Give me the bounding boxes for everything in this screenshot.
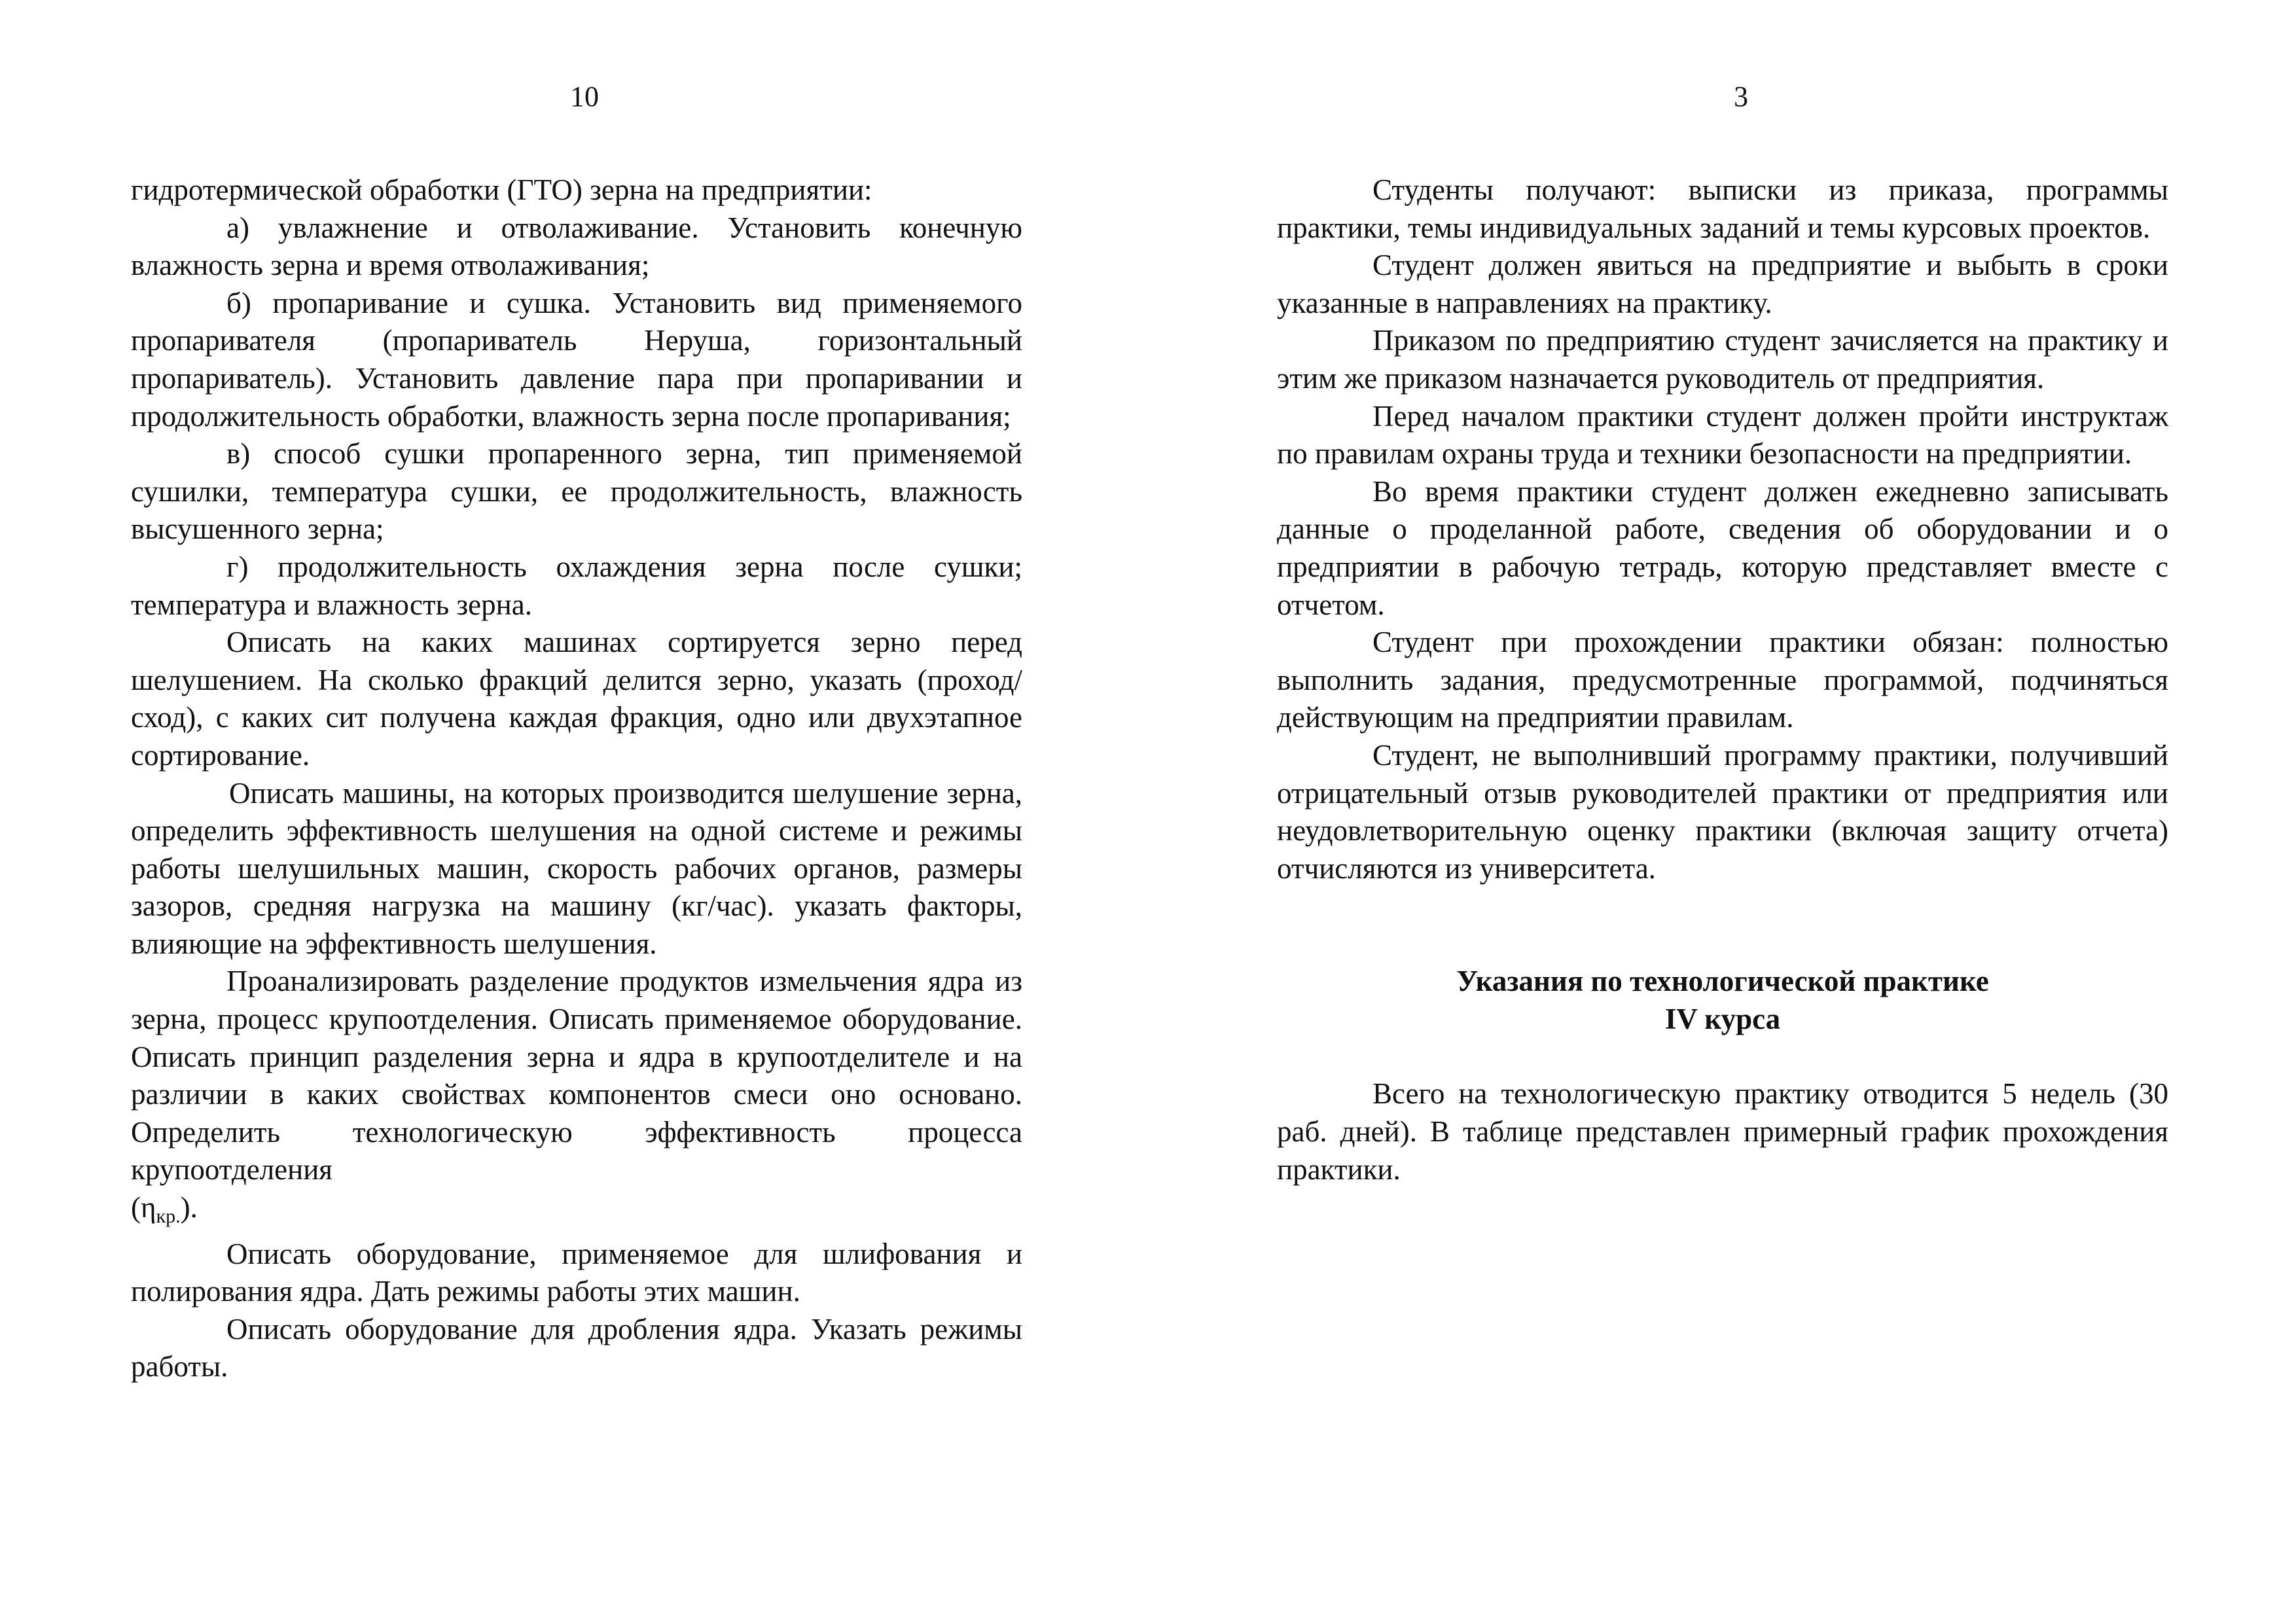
formula-open: (η [131, 1191, 156, 1224]
paragraph: Студент, не выполнивший программу практики, получивший отрицательный отзыв руководителей практики от предприятия или неудовлетворительную оценку практики (включая защиту отчета) отчисляются из университета. [1277, 738, 2168, 885]
paragraph: Перед началом практики студент должен пройти инструктаж по правилам охраны труда и техники безопасности на предприятии. [1277, 399, 2168, 471]
paragraph: Студент должен явиться на предприятие и выбыть в сроки указанные в направлениях на практику. [1277, 249, 2168, 319]
section-heading-course: IV курса [1664, 1002, 1781, 1035]
paragraph: Описать машины, на которых производится шелушение зерна, определить эффективность шелушения на одной системе и режимы работы шелушильных машин, скорость рабочих органов, размеры зазоров, средняя нагрузка на машину (кг/час). указать факторы, влияющие на эффективность шелушения. [131, 776, 1022, 960]
paragraph: Приказом по предприятию студент зачисляется на практику и этим же приказом назначается руководитель от предприятия. [1277, 324, 2168, 395]
formula-subscript: кр. [156, 1205, 181, 1228]
spacer [1277, 887, 2168, 963]
section-heading: Указания по технологической практике [1456, 965, 1989, 998]
paragraph: Всего на технологическую практику отводится 5 недель (30 раб. дней). В таблице представлен примерный график прохождения практики. [1277, 1077, 2168, 1186]
right-page [1148, 0, 2296, 1623]
right-page-text [1277, 171, 2168, 1188]
paragraph: Студент при прохождении практики обязан: полностью выполнить задания, предусмотренные программой, подчиняться действующим на предприятии правилам. [1277, 626, 2168, 734]
paragraph: Во время практики студент должен ежедневно записывать данные о проделанной работе, сведения об оборудовании и о предприятии в рабочую тетрадь, которую представляет вместе с отчетом. [1277, 474, 2168, 621]
paragraph: г) продолжительность охлаждения зерна после сушки; температура и влажность зерна. [131, 550, 1022, 621]
page-number: 3 [1734, 80, 1748, 113]
paragraph: в) способ сушки пропаренного зерна, тип применяемой сушилки, температура сушки, ее продолжительность, влажность высушенного зерна; [131, 437, 1022, 546]
formula [131, 1189, 1022, 1236]
spacer [1277, 1038, 2168, 1075]
paragraph: а) увлажнение и отволаживание. Установить конечную влажность зерна и время отволаживания; [131, 211, 1022, 282]
page-number: 10 [570, 80, 599, 113]
paragraph: гидротермической обработки (ГТО) зерна на предприятии: [131, 173, 872, 206]
paragraph: Описать оборудование для дробления ядра. Указать режимы работы. [131, 1312, 1022, 1383]
paragraph: Описать на каких машинах сортируется зерно перед шелушением. На сколько фракций делится зерно, указать (проход/сход), с каких сит получена каждая фракция, одно или двухэтапное сортирование. [131, 626, 1022, 772]
paragraph: Проанализировать разделение продуктов измельчения ядра из зерна, процесс крупоотделения. Описать применяемое оборудование. Описать принцип разделения зерна и ядра в крупоотделителе и на различии в каких свойствах компонентов смеси оно основано. Определить технологическую эффективность процесса крупоотделения [131, 965, 1022, 1186]
paragraph: б) пропаривание и сушка. Установить вид применяемого пропаривателя (пропариватель Неруша, горизонтальный пропариватель). Установить давление пара при пропаривании и продолжительность обработки, влажность зерна после пропаривания; [131, 286, 1022, 433]
paragraph: Описать оборудование, применяемое для шлифования и полирования ядра. Дать режимы работы этих машин. [131, 1237, 1022, 1308]
left-page-text [131, 171, 1022, 1386]
formula-close: ). [180, 1191, 198, 1224]
paragraph: Студенты получают: выписки из приказа, программы практики, темы индивидуальных заданий и темы курсовых проектов. [1277, 173, 2168, 244]
